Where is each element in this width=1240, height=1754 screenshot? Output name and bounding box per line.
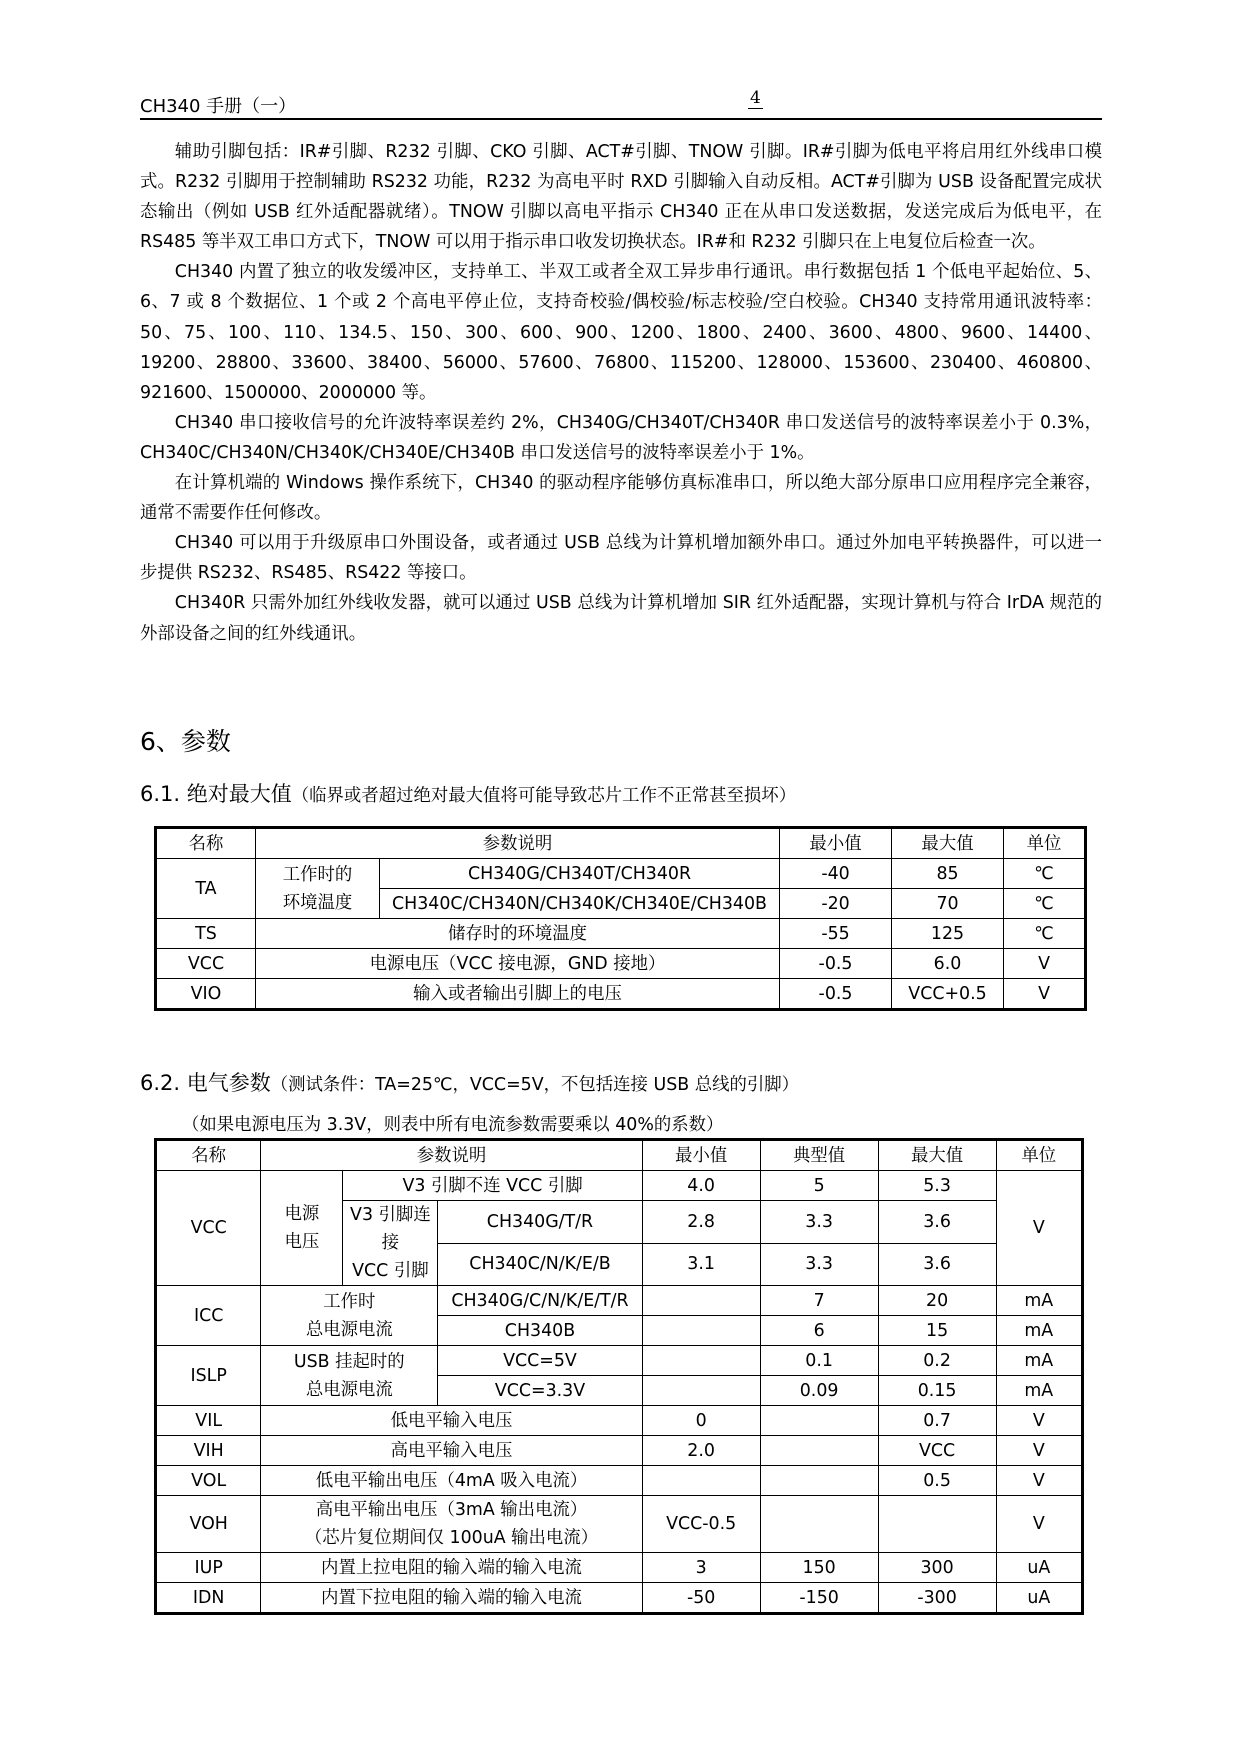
- param-name: VIO: [156, 979, 256, 1010]
- param-name: VIH: [156, 1436, 261, 1466]
- unit: V: [996, 1436, 1082, 1466]
- param-condition: CH340G/CH340T/CH340R: [380, 859, 780, 889]
- unit: V: [996, 1171, 1082, 1286]
- table-row: [156, 1286, 1083, 1316]
- typ-value: 150: [760, 1553, 878, 1583]
- param-desc: V3 引脚不连 VCC 引脚: [343, 1171, 642, 1201]
- param-subgroup: V3 引脚连接 VCC 引脚: [343, 1201, 438, 1286]
- header-cell: 单位: [1004, 828, 1086, 859]
- typ-value: [760, 1406, 878, 1436]
- table-row: [156, 1583, 1083, 1614]
- page-number: 4: [750, 88, 761, 108]
- typ-value: 5: [760, 1171, 878, 1201]
- param-desc: 储存时的环境温度: [256, 919, 780, 949]
- subsection-title: 6.2. 电气参数: [140, 1071, 271, 1095]
- unit: mA: [996, 1376, 1082, 1406]
- section-heading: 6、参数: [140, 727, 231, 756]
- max-value: VCC+0.5: [892, 979, 1004, 1010]
- table-row: [156, 1171, 1083, 1201]
- min-value: [642, 1376, 760, 1406]
- header-cell: 最大值: [878, 1140, 996, 1171]
- min-value: -20: [780, 889, 892, 919]
- max-value: 0.5: [878, 1466, 996, 1496]
- header-cell: 参数说明: [261, 1140, 642, 1171]
- table-header-row: [156, 828, 1086, 859]
- typ-value: 0.1: [760, 1346, 878, 1376]
- header-cell: 参数说明: [256, 828, 780, 859]
- unit: ℃: [1004, 889, 1086, 919]
- param-desc: 低电平输出电压（4mA 吸入电流）: [261, 1466, 642, 1496]
- header-cell: 名称: [156, 1140, 261, 1171]
- min-value: 2.8: [642, 1201, 760, 1244]
- table-note: （如果电源电压为 3.3V，则表中所有电流参数需要乘以 40%的系数）: [182, 1115, 724, 1135]
- table-header-row: [156, 1140, 1083, 1171]
- min-value: [642, 1466, 760, 1496]
- table-row: [156, 1436, 1083, 1466]
- min-value: 3.1: [642, 1243, 760, 1286]
- max-value: 85: [892, 859, 1004, 889]
- param-name: VCC: [156, 1171, 261, 1286]
- body-text: [140, 137, 1102, 649]
- min-value: 0: [642, 1406, 760, 1436]
- table-row: [156, 1346, 1083, 1376]
- min-value: 2.0: [642, 1436, 760, 1466]
- subsection-title: 6.1. 绝对最大值: [140, 782, 292, 806]
- unit: V: [1004, 949, 1086, 979]
- table-row: [156, 1553, 1083, 1583]
- param-group: 工作时 总电源电流: [261, 1286, 438, 1346]
- param-group: 电源 电压: [261, 1171, 343, 1286]
- unit: V: [996, 1466, 1082, 1496]
- unit: ℃: [1004, 859, 1086, 889]
- paragraph: CH340 可以用于升级原串口外围设备，或者通过 USB 总线为计算机增加额外串口。通过外加电平转换器件，可以进一步提供 RS232、RS485、RS422 等接口。: [140, 533, 1102, 584]
- param-desc: 内置上拉电阻的输入端的输入电流: [261, 1553, 642, 1583]
- unit: V: [1004, 979, 1086, 1010]
- header-cell: 单位: [996, 1140, 1082, 1171]
- header-cell: 名称: [156, 828, 256, 859]
- max-value: 20: [878, 1286, 996, 1316]
- max-value: -300: [878, 1583, 996, 1614]
- typ-value: 6: [760, 1316, 878, 1346]
- min-value: -40: [780, 859, 892, 889]
- paragraph: 辅助引脚包括：IR#引脚、R232 引脚、CKO 引脚、ACT#引脚、TNOW 引脚。IR#引脚为低电平将启用红外线串口模式。R232 引脚用于控制辅助 RS232 功能，R232 为高电平时 RXD 引脚输入自动反相。ACT#引脚为 USB 设备配置完成状态输出（例如 USB 红外适配器就绪）。TNOW 引脚以高电平指示 CH340 正在从串口发送数据，发送完成后为低电平，在 RS485 等半双工串口方式下，TNOW 可以用于指示串口收发切换状态。IR#和 R232 引脚只在上电复位后检查一次。: [140, 142, 1102, 253]
- header-cell: 最小值: [780, 828, 892, 859]
- table-row: [156, 1406, 1083, 1436]
- unit: ℃: [1004, 919, 1086, 949]
- min-value: [642, 1286, 760, 1316]
- typ-value: 7: [760, 1286, 878, 1316]
- max-value: 0.7: [878, 1406, 996, 1436]
- param-desc: 内置下拉电阻的输入端的输入电流: [261, 1583, 642, 1614]
- unit: mA: [996, 1346, 1082, 1376]
- param-desc: 电源电压（VCC 接电源，GND 接地）: [256, 949, 780, 979]
- subsection-heading-6-2: [140, 1067, 799, 1097]
- param-condition: VCC=5V: [438, 1346, 642, 1376]
- param-name: VCC: [156, 949, 256, 979]
- param-group: USB 挂起时的 总电源电流: [261, 1346, 438, 1406]
- absolute-max-table: [154, 826, 1087, 1011]
- param-name: VIL: [156, 1406, 261, 1436]
- param-condition: VCC=3.3V: [438, 1376, 642, 1406]
- table-row: [156, 979, 1086, 1010]
- min-value: [642, 1316, 760, 1346]
- unit: uA: [996, 1583, 1082, 1614]
- unit: V: [996, 1496, 1082, 1553]
- max-value: 300: [878, 1553, 996, 1583]
- header-cell: 最大值: [892, 828, 1004, 859]
- param-group: 工作时的 环境温度: [256, 859, 380, 919]
- max-value: 125: [892, 919, 1004, 949]
- header-cell: 典型值: [760, 1140, 878, 1171]
- typ-value: [760, 1496, 878, 1553]
- param-name: TA: [156, 859, 256, 919]
- param-condition: CH340C/CH340N/CH340K/CH340E/CH340B: [380, 889, 780, 919]
- max-value: 3.6: [878, 1243, 996, 1286]
- param-condition: CH340C/N/K/E/B: [438, 1243, 642, 1286]
- param-condition: CH340B: [438, 1316, 642, 1346]
- min-value: -0.5: [780, 949, 892, 979]
- param-name: VOL: [156, 1466, 261, 1496]
- header-title: CH340 手册（一）: [140, 96, 297, 117]
- param-condition: CH340G/C/N/K/E/T/R: [438, 1286, 642, 1316]
- max-value: VCC: [878, 1436, 996, 1466]
- max-value: 15: [878, 1316, 996, 1346]
- max-value: 3.6: [878, 1201, 996, 1244]
- min-value: 4.0: [642, 1171, 760, 1201]
- paragraph: CH340 串口接收信号的允许波特率误差约 2%，CH340G/CH340T/CH340R 串口发送信号的波特率误差小于 0.3%，CH340C/CH340N/CH340K/CH340E/CH340B 串口发送信号的波特率误差小于 1%。: [140, 412, 1102, 463]
- min-value: 3: [642, 1553, 760, 1583]
- min-value: -0.5: [780, 979, 892, 1010]
- table-row: [156, 1466, 1083, 1496]
- paragraph: CH340 内置了独立的收发缓冲区，支持单工、半双工或者全双工异步串行通讯。串行数据包括 1 个低电平起始位、5、6、7 或 8 个数据位、1 个或 2 个高电平停止位，支持奇校验/偶校验/标志校验/空白校验。CH340 支持常用通讯波特率：50、75、100、110、134.5、150、300、600、900、1200、1800、2400、3600、4800、9600、14400、19200、28800、33600、38400、56000、57600、76800、115200、128000、153600、230400、460800、921600、1500000、2000000 等。: [140, 262, 1102, 403]
- param-name: ISLP: [156, 1346, 261, 1406]
- min-value: [642, 1346, 760, 1376]
- max-value: 0.2: [878, 1346, 996, 1376]
- max-value: [878, 1496, 996, 1553]
- paragraph: CH340R 只需外加红外线收发器，就可以通过 USB 总线为计算机增加 SIR 红外适配器，实现计算机与符合 IrDA 规范的外部设备之间的红外线通讯。: [140, 593, 1102, 644]
- subsection-note: （临界或者超过绝对最大值将可能导致芯片工作不正常甚至损坏）: [291, 786, 797, 806]
- unit: mA: [996, 1286, 1082, 1316]
- typ-value: [760, 1466, 878, 1496]
- param-desc: 高电平输入电压: [261, 1436, 642, 1466]
- max-value: 70: [892, 889, 1004, 919]
- param-desc: 高电平输出电压（3mA 输出电流） （芯片复位期间仅 100uA 输出电流）: [261, 1496, 642, 1553]
- param-name: TS: [156, 919, 256, 949]
- param-name: ICC: [156, 1286, 261, 1346]
- header-cell: 最小值: [642, 1140, 760, 1171]
- param-condition: CH340G/T/R: [438, 1201, 642, 1244]
- param-name: IUP: [156, 1553, 261, 1583]
- table-row: [156, 1496, 1083, 1553]
- subsection-note: （测试条件：TA=25℃，VCC=5V，不包括连接 USB 总线的引脚）: [270, 1075, 800, 1095]
- param-desc: 低电平输入电压: [261, 1406, 642, 1436]
- param-name: VOH: [156, 1496, 261, 1553]
- unit: mA: [996, 1316, 1082, 1346]
- unit: V: [996, 1406, 1082, 1436]
- param-desc: 输入或者输出引脚上的电压: [256, 979, 780, 1010]
- typ-value: 3.3: [760, 1243, 878, 1286]
- min-value: -55: [780, 919, 892, 949]
- max-value: 0.15: [878, 1376, 996, 1406]
- typ-value: 3.3: [760, 1201, 878, 1244]
- typ-value: [760, 1436, 878, 1466]
- min-value: VCC-0.5: [642, 1496, 760, 1553]
- min-value: -50: [642, 1583, 760, 1614]
- param-name: IDN: [156, 1583, 261, 1614]
- typ-value: 0.09: [760, 1376, 878, 1406]
- page-header: [140, 88, 1102, 120]
- typ-value: -150: [760, 1583, 878, 1614]
- table-row: [156, 949, 1086, 979]
- paragraph: 在计算机端的 Windows 操作系统下，CH340 的驱动程序能够仿真标准串口，所以绝大部分原串口应用程序完全兼容，通常不需要作任何修改。: [140, 473, 1102, 524]
- subsection-heading-6-1: [140, 778, 796, 808]
- max-value: 6.0: [892, 949, 1004, 979]
- max-value: 5.3: [878, 1171, 996, 1201]
- unit: uA: [996, 1553, 1082, 1583]
- table-row: [156, 919, 1086, 949]
- table-row: [156, 859, 1086, 889]
- electrical-params-table: [154, 1138, 1084, 1615]
